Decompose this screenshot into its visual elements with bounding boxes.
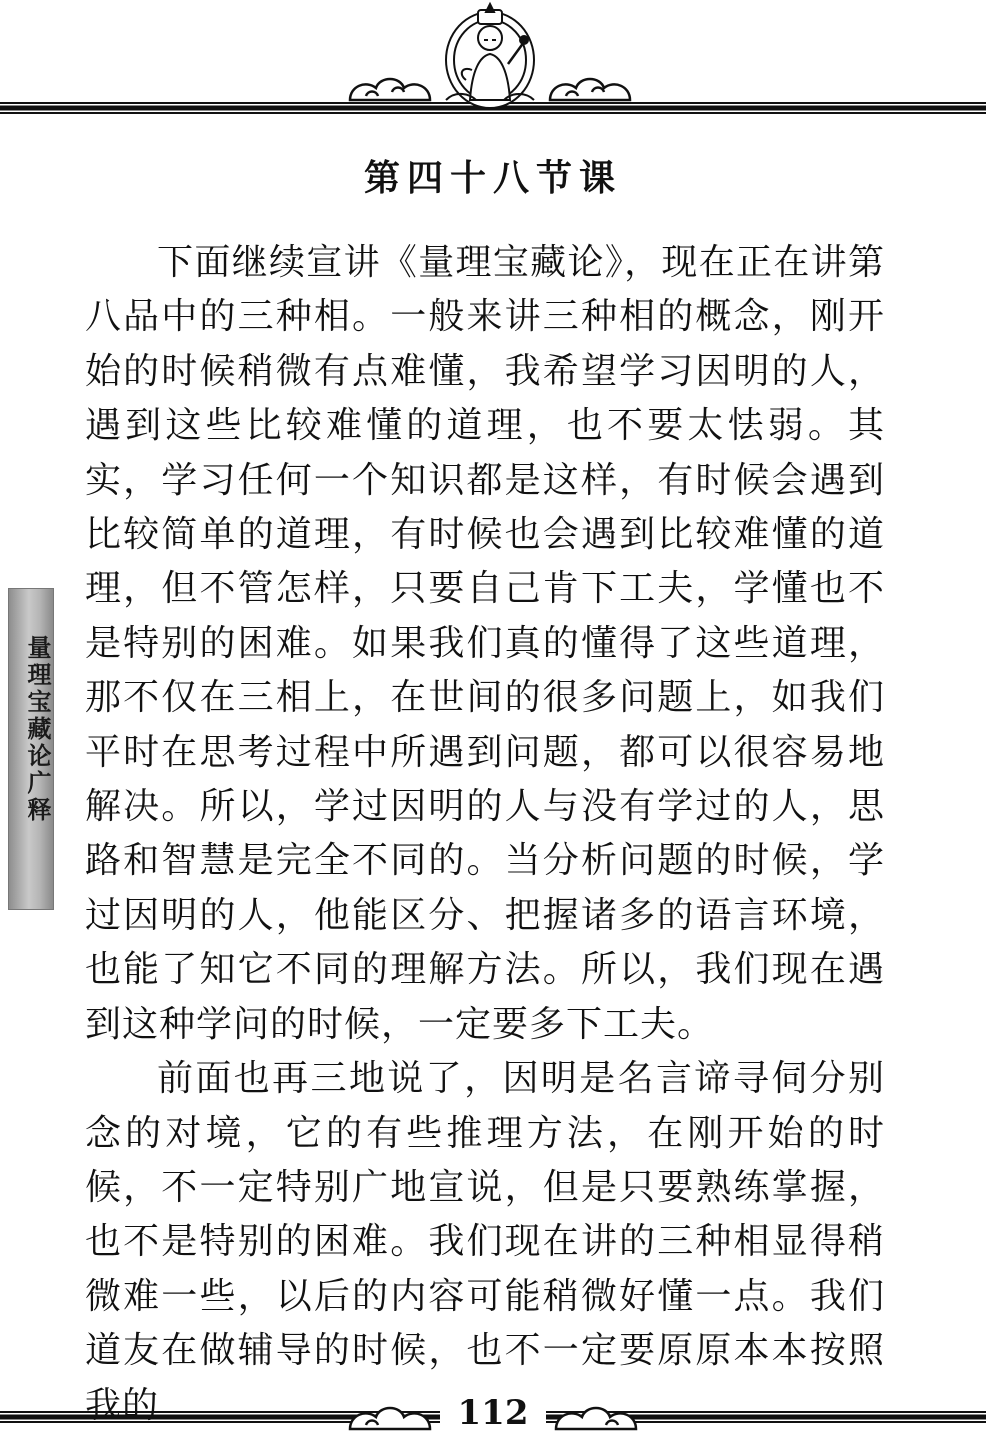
cloud-left-icon — [350, 79, 430, 100]
cloud-right-icon — [550, 79, 630, 100]
paragraph: 前面也再三地说了，因明是名言谛寻伺分别念的对境，它的有些推理方法，在刚开始的时候，不一定特别广地宣说，但是只要熟练掌握，也不是特别的困难。我们现在讲的三种相显得稍微难一些，以后的内容可能稍微好懂一点。我们道友在做辅导的时候，也不一定要原原本本按照我的 — [85, 1058, 885, 1426]
page-number: 112 — [457, 1393, 529, 1433]
side-tab — [8, 588, 54, 910]
paragraph: 下面继续宣讲《量理宝藏论》，现在正在讲第八品中的三种相。一般来讲三种相的概念，刚开始的时候稍微有点难懂，我希望学习因明的人，遇到这些比较难懂的道理，也不要太怯弱。其实，学习任何一个知识都是这样，有时候会遇到比较简单的道理，有时候也会遇到比较难懂的道理，但不管怎样，只要自己肯下工夫，学懂也不是特别的困难。如果我们真的懂得了这些道理，那不仅在三相上，在世间的很多问题上，如我们平时在思考过程中所遇到问题，都可以很容易地解决。所以，学过因明的人与没有学过的人，思路和智慧是完全不同的。当分析问题的时候，学过因明的人，他能区分、把握诸多的语言环境，也能了知它不同的理解方法。所以，我们现在遇到这种学问的时候，一定要多下工夫。 — [85, 242, 885, 1045]
body-text — [85, 236, 885, 1433]
header-ornament — [0, 0, 986, 130]
deity-figure-icon — [446, 4, 534, 108]
side-tab-label: 量理宝藏论广释 — [23, 635, 52, 824]
chapter-title: 第四十八节课 — [363, 157, 622, 199]
